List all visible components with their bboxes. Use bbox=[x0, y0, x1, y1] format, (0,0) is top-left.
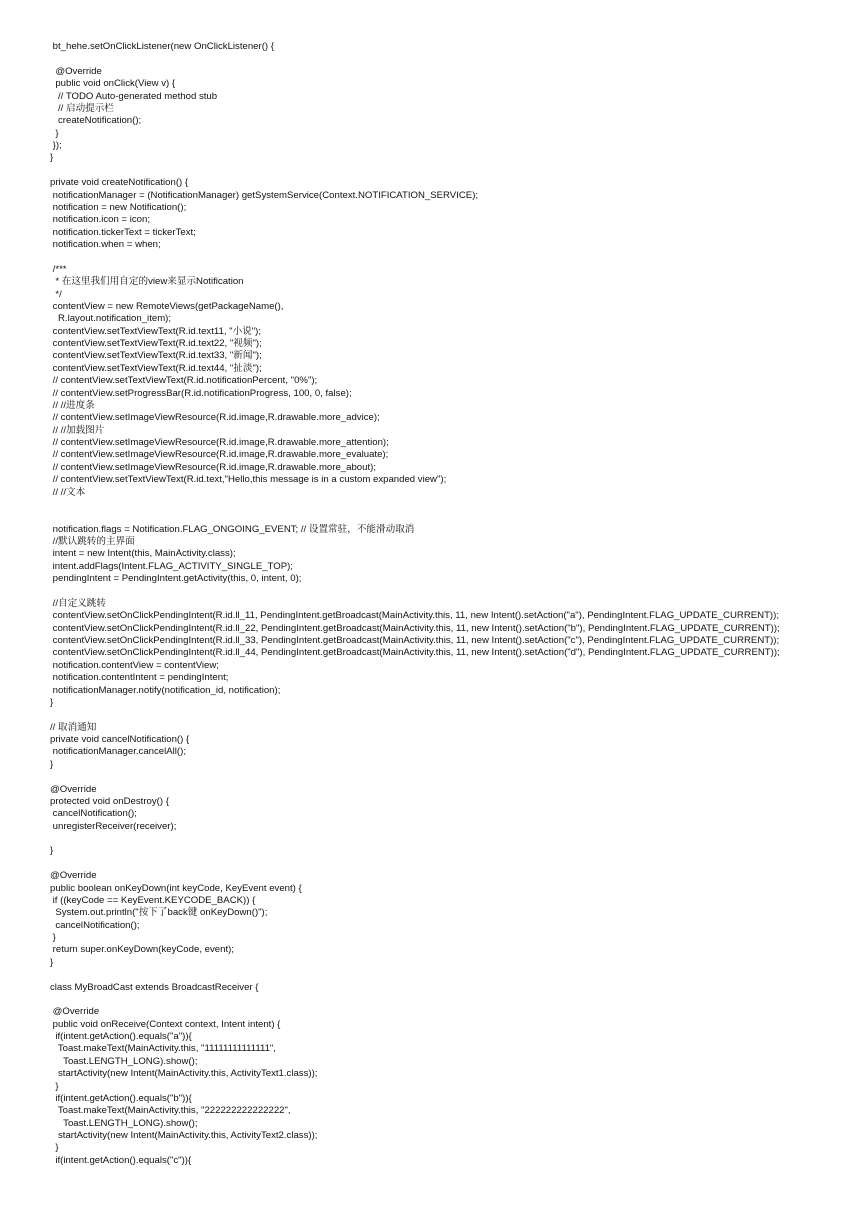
code-line bbox=[50, 511, 780, 523]
code-line: // //进度条 bbox=[50, 399, 95, 411]
code-line: contentView.setTextViewText(R.id.text33, "新闻"); bbox=[50, 350, 262, 362]
code-line: intent = new Intent(this, MainActivity.class); bbox=[50, 548, 236, 560]
code-line: Toast.makeText(MainActivity.this, "222222222222222", bbox=[50, 1105, 291, 1117]
code-line: if ((keyCode == KeyEvent.KEYCODE_BACK)) { bbox=[50, 894, 256, 906]
code-line: if(intent.getAction().equals("c")){ bbox=[50, 1154, 192, 1166]
code-line: notification.contentView = contentView; bbox=[50, 659, 219, 671]
code-line: notification.icon = icon; bbox=[50, 214, 150, 226]
code-line: public boolean onKeyDown(int keyCode, KeyEvent event) { bbox=[50, 882, 302, 894]
code-line: cancelNotification(); bbox=[50, 808, 137, 820]
code-line: notification.tickerText = tickerText; bbox=[50, 226, 196, 238]
code-line: contentView.setTextViewText(R.id.text22, "视频"); bbox=[50, 338, 262, 349]
code-line: bt_hehe.setOnClickListener(new OnClickListener() { bbox=[50, 41, 274, 52]
code-line: }); bbox=[50, 140, 62, 151]
code-line: // TODO Auto-generated method stub bbox=[50, 90, 218, 102]
code-line: contentView.setOnClickPendingIntent(R.id.ll_22, PendingIntent.getBroadcast(MainActivity.this, 11, new Intent().setAction("b"), PendingIntent.FLAG_UPDATE_CURRENT)); bbox=[50, 622, 780, 634]
code-line: contentView.setOnClickPendingIntent(R.id.ll_44, PendingIntent.getBroadcast(MainActivity.this, 11, new Intent().setAction("d"), PendingIntent.FLAG_UPDATE_CURRENT)); bbox=[50, 647, 780, 659]
code-line: if(intent.getAction().equals("a")){ bbox=[50, 1031, 192, 1042]
code-line: /*** bbox=[50, 263, 67, 275]
code-line: // contentView.setImageViewResource(R.id.image,R.drawable.more_about); bbox=[50, 461, 376, 473]
code-line: cancelNotification(); bbox=[50, 919, 140, 931]
code-line bbox=[50, 709, 780, 721]
code-line: // 启动提示栏 bbox=[50, 102, 114, 114]
code-line bbox=[50, 771, 780, 783]
code-line: if(intent.getAction().equals("b")){ bbox=[50, 1092, 192, 1104]
code-line: } bbox=[50, 1142, 59, 1154]
code-line: Toast.LENGTH_LONG).show(); bbox=[50, 1055, 198, 1067]
code-line: // contentView.setImageViewResource(R.id.image,R.drawable.more_advice); bbox=[50, 412, 380, 424]
code-line bbox=[50, 586, 780, 598]
code-line: } bbox=[50, 152, 54, 164]
code-line: } bbox=[50, 758, 54, 770]
code-line: */ bbox=[50, 288, 62, 300]
code-line: notification.flags = Notification.FLAG_ONGOING_EVENT; // 设置常驻，不能滑动取消 bbox=[50, 523, 415, 535]
code-line: class MyBroadCast extends BroadcastReceiver { bbox=[50, 981, 259, 993]
code-line: private void createNotification() { bbox=[50, 177, 189, 189]
code-line: } bbox=[50, 1080, 59, 1092]
code-line: notification = new Notification(); bbox=[50, 201, 187, 213]
code-line: // contentView.setTextViewText(R.id.notificationPercent, "0%"); bbox=[50, 375, 318, 387]
code-line: notificationManager = (NotificationManager) getSystemService(Context.NOTIFICATION_SERVICE); bbox=[50, 189, 479, 201]
code-line: System.out.println("按下了back键 onKeyDown()"); bbox=[50, 907, 268, 919]
code-line: @Override bbox=[50, 65, 102, 77]
code-line: // contentView.setImageViewResource(R.id.image,R.drawable.more_attention); bbox=[50, 437, 389, 448]
code-line bbox=[50, 499, 780, 511]
code-line: public void onReceive(Context context, Intent intent) { bbox=[50, 1018, 281, 1030]
code-line: Toast.LENGTH_LONG).show(); bbox=[50, 1117, 198, 1129]
code-line bbox=[50, 858, 780, 870]
code-line bbox=[50, 251, 780, 263]
code-line bbox=[50, 994, 780, 1006]
code-line: // //文本 bbox=[50, 486, 86, 498]
code-line: protected void onDestroy() { bbox=[50, 795, 169, 807]
code-line: private void cancelNotification() { bbox=[50, 734, 190, 745]
code-line: // //加载图片 bbox=[50, 424, 105, 436]
code-line: contentView.setOnClickPendingIntent(R.id.ll_11, PendingIntent.getBroadcast(MainActivity.this, 11, new Intent().setAction("a"), PendingIntent.FLAG_UPDATE_CURRENT)); bbox=[50, 610, 779, 622]
code-line: contentView.setTextViewText(R.id.text11, "小说"); bbox=[50, 325, 262, 337]
code-line: public void onClick(View v) { bbox=[50, 78, 176, 90]
code-line: @Override bbox=[50, 783, 97, 795]
code-line: // contentView.setTextViewText(R.id.text,"Hello,this message is in a custom expanded view"); bbox=[50, 474, 447, 486]
code-line: //自定义跳转 bbox=[50, 597, 106, 609]
code-line: //默认跳转的主界面 bbox=[50, 536, 135, 547]
code-line: contentView = new RemoteViews(getPackageName(), bbox=[50, 300, 284, 312]
code-line: } bbox=[50, 696, 54, 708]
code-line: // contentView.setProgressBar(R.id.notificationProgress, 100, 0, false); bbox=[50, 387, 352, 399]
code-line: * 在这里我们用自定的view来显示Notification bbox=[50, 276, 244, 288]
code-listing bbox=[50, 41, 780, 1167]
code-line: R.layout.notification_item); bbox=[50, 313, 172, 325]
code-line: pendingIntent = PendingIntent.getActivity(this, 0, intent, 0); bbox=[50, 573, 302, 585]
code-line: createNotification(); bbox=[50, 115, 142, 127]
code-line: startActivity(new Intent(MainActivity.this, ActivityText2.class)); bbox=[50, 1130, 318, 1141]
code-line bbox=[50, 53, 780, 65]
code-line: } bbox=[50, 127, 59, 139]
code-line: notificationManager.notify(notification_id, notification); bbox=[50, 684, 281, 696]
code-line: notification.when = when; bbox=[50, 239, 161, 250]
code-line: } bbox=[50, 956, 54, 968]
code-line: // 取消通知 bbox=[50, 721, 97, 733]
code-line: unregisterReceiver(receiver); bbox=[50, 820, 177, 832]
code-line: contentView.setOnClickPendingIntent(R.id.ll_33, PendingIntent.getBroadcast(MainActivity.this, 11, new Intent().setAction("c"), PendingIntent.FLAG_UPDATE_CURRENT)); bbox=[50, 635, 780, 646]
code-line bbox=[50, 833, 780, 845]
code-line: } bbox=[50, 845, 54, 857]
code-line: // contentView.setImageViewResource(R.id.image,R.drawable.more_evaluate); bbox=[50, 449, 389, 461]
code-line: } bbox=[50, 932, 56, 943]
code-line: return super.onKeyDown(keyCode, event); bbox=[50, 944, 234, 956]
code-line: notification.contentIntent = pendingIntent; bbox=[50, 672, 229, 684]
code-line: @Override bbox=[50, 1006, 100, 1018]
code-line: contentView.setTextViewText(R.id.text44, "扯淡"); bbox=[50, 362, 262, 374]
code-line: notificationManager.cancelAll(); bbox=[50, 746, 186, 758]
code-line: @Override bbox=[50, 870, 97, 882]
code-line: startActivity(new Intent(MainActivity.this, ActivityText1.class)); bbox=[50, 1068, 318, 1080]
code-line bbox=[50, 165, 780, 177]
code-line: Toast.makeText(MainActivity.this, "11111111111111", bbox=[50, 1043, 276, 1055]
code-line: intent.addFlags(Intent.FLAG_ACTIVITY_SINGLE_TOP); bbox=[50, 560, 293, 572]
code-line bbox=[50, 969, 780, 981]
